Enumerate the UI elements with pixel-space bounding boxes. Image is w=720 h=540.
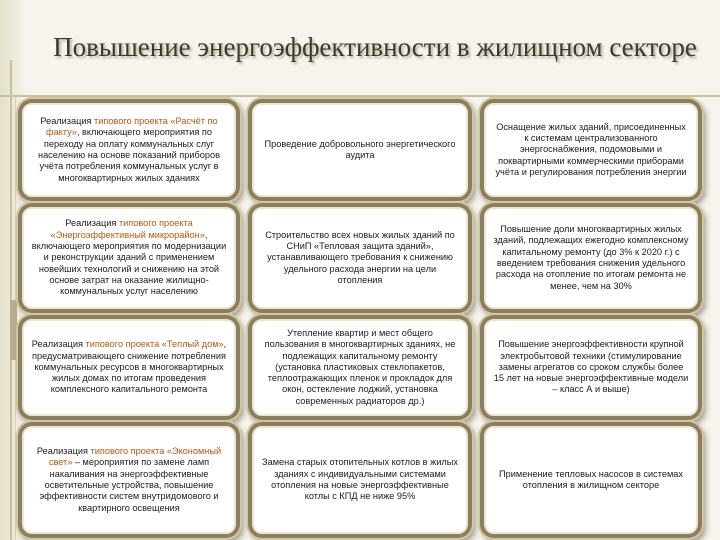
slide-title: Повышение энергоэффективности в жилищном секторе [53,32,697,62]
card-text: Замена старых отопительных котлов в жилых зданиях с индивидуальными системами отопления на новые энергоэффективные котлы с КПД не ниже 95% [262,457,458,502]
card-billing-by-fact [22,103,236,197]
card-text: Применение тепловых насосов в системах отопления в жилищном секторе [499,468,683,490]
project-name-highlight: типового проекта «Теплый дом» [85,339,224,350]
card-text: Реализация типового проекта «Теплый дом», предусматривающего снижение потребления коммунальных ресурсов в многоквартирных жилых домах по итогам проведения комплексного капитального ремонта [31,339,227,395]
card-energy-audit [252,103,468,197]
decor-horizontal-line [0,95,720,97]
card-text: Строительство всех новых жилых зданий по СНиП «Тепловая защита зданий», устанавливающего требования к снижению удельного расхода энергии на цели отопления [265,229,455,285]
card-economic-light [22,426,236,534]
project-name-highlight: типового проекта «Экономный свет» [48,446,222,468]
card-boiler-replacement [252,426,468,534]
card-text: Проведение добровольного энергетического аудита [264,138,456,160]
card-text: Реализация типового проекта «Энергоэффективный микрорайон», включающего мероприятия по модернизации и реконструкции зданий с применением новейших технологий и снижению на этой основе затрат на оказание жилищно-коммунальных услуг населению [31,218,227,297]
card-apartment-insulation [252,319,468,416]
card-text: Повышение доли многоквартирных жилых зданий, подлежащих ежегодно комплексному капитальному ремонту (до 3% к 2020 г.) с введением требования снижения удельного расхода на отопление по итогам ремонта не менее, чем на 30% [493,224,689,291]
card-heat-pumps [484,426,698,534]
decor-vertical-bar [10,300,17,360]
card-energy-efficient-district [22,207,236,309]
card-text: Оснащение жилых зданий, присоединенных к системам централизованного энергоснабжения, подомовыми и поквартирными коммерческими приборами учёта и регулирования потребления энергии [495,121,687,177]
card-capital-repair-share [484,207,698,309]
card-appliance-efficiency [484,319,698,416]
project-name-highlight: типового проекта «Расчёт по факту» [45,116,218,138]
card-metering-devices [484,103,698,197]
card-text: Утепление квартир и мест общего пользования в многоквартирных зданиях, не подлежащих капитальному ремонту (установка пластиковых стеклопакетов, теплоотражающих пленок и прокладок для окон, остекление лоджий, установка современных радиаторов др.) [264,327,456,406]
card-warm-house [22,319,236,416]
project-name-highlight: типового проекта «Энергоэффективный микрорайон» [50,218,205,240]
card-text: Реализация типового проекта «Экономный свет» – мероприятия по замене ламп накаливания на энергоэффективные осветительные устройства, повышение эффективности систем внутридомового и квартирного освещения [36,446,222,513]
card-text: Повышение энергоэффективности крупной электробытовой техники (стимулирование замены агрегатов со сроком службы более 15 лет на новые энергоэффективные модели – класс А и выше) [493,339,689,395]
card-text: Реализация типового проекта «Расчёт по факту», включающего мероприятия по переходу на оплату коммунальных слуг населению на основе показаний приборов учёта потребления коммунальных услуг в многоквартирных жилых зданиях [38,116,220,183]
card-new-buildings-snip [252,207,468,309]
